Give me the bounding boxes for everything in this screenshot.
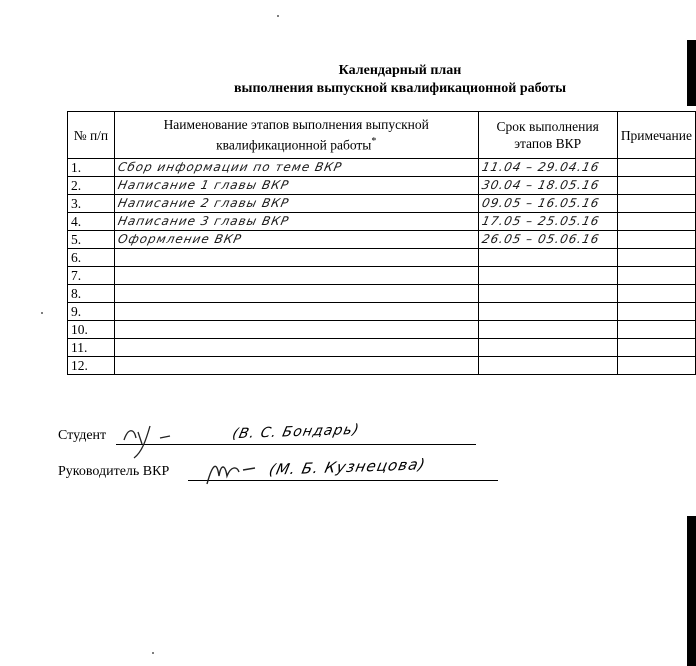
deadline-cell (478, 249, 617, 267)
scan-edge-mark (687, 516, 696, 666)
stage-cell (114, 321, 478, 339)
deadline-text: 17.05 – 25.05.16 (480, 214, 601, 228)
row-number: 2. (68, 177, 115, 195)
table-row (68, 303, 696, 321)
row-number: 6. (68, 249, 115, 267)
supervisor-name: (М. Б. Кузнецова) (267, 455, 428, 479)
student-signature-row (58, 421, 488, 452)
scan-edge-mark (687, 40, 696, 106)
note-cell (617, 213, 695, 231)
note-cell (617, 231, 695, 249)
table-header-row (68, 112, 696, 159)
stage-text: Оформление ВКР (116, 232, 244, 246)
note-cell (617, 267, 695, 285)
stage-text: Написание 1 главы ВКР (116, 178, 291, 192)
supervisor-label: Руководитель ВКР (58, 464, 170, 479)
deadline-cell (478, 177, 617, 195)
note-cell (617, 249, 695, 267)
deadline-text: 26.05 – 05.06.16 (480, 232, 601, 246)
stage-cell (114, 249, 478, 267)
stage-cell (114, 357, 478, 375)
table-row (68, 285, 696, 303)
deadline-cell (478, 267, 617, 285)
header-deadline: Срок выполнения этапов ВКР (478, 112, 617, 159)
table-row (68, 231, 696, 249)
stage-cell (114, 177, 478, 195)
header-note: Примечание (617, 112, 695, 159)
deadline-cell (478, 159, 617, 177)
table-row (68, 177, 696, 195)
scan-dot (152, 652, 154, 654)
row-number: 4. (68, 213, 115, 231)
row-number: 7. (68, 267, 115, 285)
row-number: 3. (68, 195, 115, 213)
table-row (68, 249, 696, 267)
stage-cell (114, 213, 478, 231)
stage-cell (114, 195, 478, 213)
footnote-mark: * (371, 136, 377, 148)
row-number: 10. (68, 321, 115, 339)
scan-dot (277, 15, 279, 17)
row-number: 11. (68, 339, 115, 357)
stage-cell (114, 231, 478, 249)
supervisor-signature-row (58, 455, 528, 488)
row-number: 12. (68, 357, 115, 375)
stage-text: Сбор информации по теме ВКР (116, 160, 344, 174)
student-signature-icon (120, 422, 210, 462)
note-cell (617, 177, 695, 195)
table-row (68, 213, 696, 231)
schedule-table (67, 111, 696, 375)
table-row (68, 339, 696, 357)
deadline-text: 09.05 – 16.05.16 (480, 196, 601, 210)
stage-cell (114, 159, 478, 177)
note-cell (617, 159, 695, 177)
table-row (68, 267, 696, 285)
plan-title: Календарный план (338, 63, 462, 78)
deadline-cell (478, 213, 617, 231)
stage-cell (114, 339, 478, 357)
stage-cell (114, 267, 478, 285)
row-number: 1. (68, 159, 115, 177)
scan-dot (41, 312, 43, 314)
plan-subtitle: выполнения выпускной квалификационной работы (233, 81, 567, 96)
header-stage: Наименование этапов выполнения выпускной квалификационной работы* (114, 112, 478, 159)
supervisor-signature-icon (203, 458, 263, 492)
student-label: Студент (58, 428, 107, 443)
row-number: 9. (68, 303, 115, 321)
header-num: № п/п (68, 112, 115, 159)
deadline-cell (478, 357, 617, 375)
deadline-cell (478, 195, 617, 213)
table-row (68, 357, 696, 375)
table-row (68, 321, 696, 339)
stage-text: Написание 3 главы ВКР (116, 214, 291, 228)
deadline-cell (478, 285, 617, 303)
note-cell (617, 339, 695, 357)
row-number: 8. (68, 285, 115, 303)
row-number: 5. (68, 231, 115, 249)
deadline-text: 11.04 – 29.04.16 (480, 160, 601, 174)
deadline-cell (478, 339, 617, 357)
note-cell (617, 321, 695, 339)
stage-text: Написание 2 главы ВКР (116, 196, 291, 210)
deadline-text: 30.04 – 18.05.16 (480, 178, 601, 192)
stage-cell (114, 285, 478, 303)
deadline-cell (478, 303, 617, 321)
note-cell (617, 303, 695, 321)
deadline-cell (478, 321, 617, 339)
note-cell (617, 357, 695, 375)
student-name: (В. С. Бондарь) (230, 421, 362, 443)
note-cell (617, 285, 695, 303)
deadline-cell (478, 231, 617, 249)
note-cell (617, 195, 695, 213)
table-row (68, 195, 696, 213)
table-row (68, 159, 696, 177)
stage-cell (114, 303, 478, 321)
